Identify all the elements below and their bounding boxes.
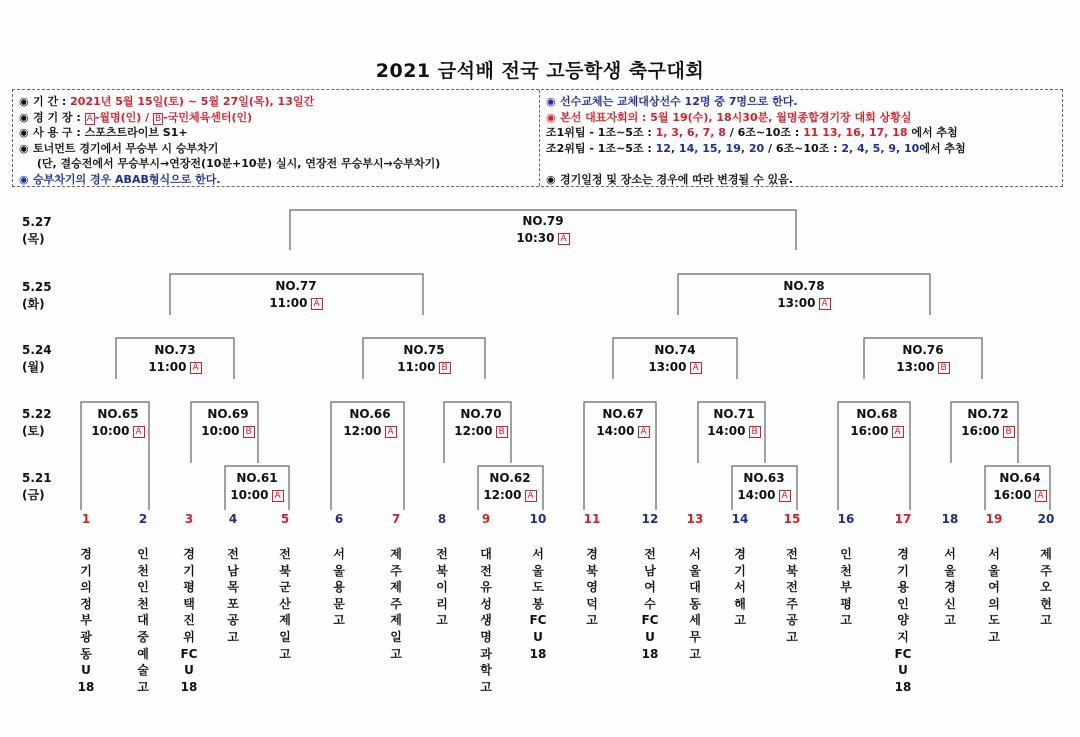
team-name: 서 울 대 동 세 무 고 (689, 547, 701, 661)
match-label (928, 406, 1048, 440)
venue-badge: B (1003, 426, 1015, 438)
match-number: NO.79 (522, 214, 564, 228)
date-label-round1: 5.21 (금) (22, 471, 52, 502)
match-number: NO.61 (236, 471, 278, 485)
team-name: 전 북 군 산 제 일 고 (279, 547, 291, 661)
team-number: 8 (437, 512, 447, 526)
team-name: 서 울 용 문 고 (333, 547, 345, 628)
team-name: 제 주 오 현 고 (1040, 547, 1052, 628)
match-label (310, 406, 430, 440)
team-name: 경 북 영 덕 고 (586, 547, 598, 628)
team-number: 3 (184, 512, 194, 526)
info-period: ◉ 기 간 : 2021년 5월 15일(토) ~ 5월 27일(목), 13일간 (19, 95, 315, 108)
venue-badge: A (690, 362, 702, 374)
match-number: NO.71 (713, 407, 755, 421)
team-name: 전 북 전 주 공 고 (786, 547, 798, 644)
venue-badge: A (190, 362, 202, 374)
match-time: 16:00 (961, 424, 1000, 438)
info-penalty: ◉ 승부차기의 경우 ABAB형식으로 한다. (19, 172, 221, 186)
venue-badge: A (558, 233, 570, 245)
date-label-semi: 5.25 (화) (22, 280, 52, 311)
team-name: 경 기 평 택 진 위 FC U 18 (180, 547, 198, 694)
match-number: NO.66 (349, 407, 391, 421)
match-label (563, 406, 683, 440)
match-number: NO.75 (403, 343, 445, 357)
team-number: 1 (81, 512, 91, 526)
match-time: 14:00 (737, 488, 776, 502)
venue-badge: A (525, 490, 537, 502)
venue-badge: A (819, 298, 831, 310)
match-number: NO.67 (602, 407, 644, 421)
team-number: 18 (941, 512, 959, 526)
team-name: 인 천 인 천 대 중 예 술 고 (137, 547, 149, 694)
team-name: 경 기 서 해 고 (734, 547, 746, 628)
date-label-final: 5.27 (목) (22, 215, 52, 246)
team-name: 전 남 여 수 FC U 18 (641, 547, 659, 661)
match-number: NO.64 (999, 471, 1041, 485)
match-number: NO.65 (97, 407, 139, 421)
match-time: 10:00 (91, 424, 130, 438)
venue-a-badge: A (86, 113, 93, 124)
team-number: 5 (280, 512, 290, 526)
team-number: 16 (837, 512, 855, 526)
match-label (450, 470, 570, 504)
info-substitution: ◉ 선수교체는 교체대상선수 12명 중 7명으로 한다. (546, 95, 798, 108)
match-number: NO.76 (902, 343, 944, 357)
info-notice: ◉ 경기일정 및 장소는 경우에 따라 변경될 수 있음. (546, 172, 793, 186)
match-label (704, 470, 824, 504)
venue-badge: A (385, 426, 397, 438)
team-name: 인 천 부 평 고 (840, 547, 852, 628)
team-number: 11 (583, 512, 601, 526)
team-name: 경 기 의 정 부 광 동 U 18 (77, 547, 95, 694)
match-time: 12:00 (343, 424, 382, 438)
team-number: 6 (334, 512, 344, 526)
venue-badge: B (749, 426, 761, 438)
info-final-rule: (단, 결승전에서 무승부시→연장전(10분+10분) 실시, 연장전 무승부시→승부차기) (33, 157, 441, 170)
match-number: NO.74 (654, 343, 696, 357)
venue-badge: A (311, 298, 323, 310)
team-number: 10 (529, 512, 547, 526)
match-label (674, 406, 794, 440)
match-label (817, 406, 937, 440)
match-number: NO.77 (275, 279, 317, 293)
match-time: 13:00 (648, 360, 687, 374)
team-number: 13 (686, 512, 704, 526)
team-name: 서 울 도 봉 FC U 18 (529, 547, 547, 661)
match-time: 10:00 (230, 488, 269, 502)
venue-badge: A (272, 490, 284, 502)
match-time: 16:00 (993, 488, 1032, 502)
match-time: 11:00 (148, 360, 187, 374)
match-label (421, 406, 541, 440)
match-number: NO.69 (207, 407, 249, 421)
venue-badge: B (243, 426, 255, 438)
match-time: 12:00 (483, 488, 522, 502)
info-venue: ◉ 경 기 장 : A -월명(인) / B -국민체육센터(인) (19, 110, 253, 124)
match-time: 14:00 (596, 424, 635, 438)
info-draw-2nd: 조2위팀 - 1조~5조 : 12, 14, 15, 19, 20 / 6조~10조 : 2, 4, 5, 9, 10에서 추첨 (546, 141, 966, 155)
match-number: NO.63 (743, 471, 785, 485)
match-number: NO.78 (783, 279, 825, 293)
team-name: 전 북 이 리 고 (436, 547, 448, 628)
team-name: 전 남 목 포 공 고 (227, 547, 239, 644)
match-time: 11:00 (269, 296, 308, 310)
venue-badge: B (496, 426, 508, 438)
venue-badge: A (133, 426, 145, 438)
info-meeting: ◉ 본선 대표자회의 : 5월 19(수), 18시30분, 월명종합경기장 대회 상황실 (546, 110, 912, 124)
match-time: 14:00 (707, 424, 746, 438)
venue-badge: B (439, 362, 451, 374)
team-number: 20 (1037, 512, 1055, 526)
match-time: 13:00 (896, 360, 935, 374)
team-number: 17 (894, 512, 912, 526)
team-number: 4 (228, 512, 238, 526)
info-ball: ◉ 사 용 구 : 스포츠트라이브 S1+ (19, 126, 188, 139)
venue-badge: A (638, 426, 650, 438)
match-label (168, 406, 288, 440)
match-number: NO.72 (967, 407, 1009, 421)
match-label (863, 342, 983, 376)
team-name: 서 울 여 의 도 고 (988, 547, 1000, 644)
team-name: 제 주 제 주 제 일 고 (390, 547, 402, 661)
venue-b-badge: B (154, 113, 162, 124)
venue-badge: A (779, 490, 791, 502)
match-time: 16:00 (850, 424, 889, 438)
match-number: NO.62 (489, 471, 531, 485)
match-label (960, 470, 1080, 504)
venue-badge: A (1035, 490, 1047, 502)
match-label (58, 406, 178, 440)
date-label-quarter: 5.24 (월) (22, 343, 52, 374)
match-time: 12:00 (454, 424, 493, 438)
match-label (364, 342, 484, 376)
team-number: 19 (985, 512, 1003, 526)
team-number: 9 (481, 512, 491, 526)
venue-badge: B (938, 362, 950, 374)
team-number: 12 (641, 512, 659, 526)
match-label (115, 342, 235, 376)
team-name: 대 전 유 성 생 명 과 학 고 (480, 547, 492, 694)
team-number: 15 (783, 512, 801, 526)
info-rule: ◉ 토너먼트 경기에서 무승부 시 승부차기 (19, 141, 219, 155)
page-title: 2021 금석배 전국 고등학생 축구대회 (375, 60, 705, 82)
team-name: 서 울 경 신 고 (944, 547, 956, 628)
match-time: 11:00 (397, 360, 436, 374)
match-number: NO.73 (154, 343, 196, 357)
match-time: 13:00 (777, 296, 816, 310)
match-number: NO.70 (460, 407, 502, 421)
team-number: 2 (138, 512, 148, 526)
venue-badge: A (892, 426, 904, 438)
info-draw-1st: 조1위팀 - 1조~5조 : 1, 3, 6, 7, 8 / 6조~10조 : 11 13, 16, 17, 18 에서 추첨 (546, 126, 958, 139)
match-label (483, 213, 603, 247)
team-number: 14 (731, 512, 749, 526)
match-number: NO.68 (856, 407, 898, 421)
match-label (744, 278, 864, 312)
match-label (236, 278, 356, 312)
team-number: 7 (391, 512, 401, 526)
match-label (615, 342, 735, 376)
match-time: 10:00 (201, 424, 240, 438)
match-label (197, 470, 317, 504)
match-time: 10:30 (516, 231, 555, 245)
date-label-round16: 5.22 (토) (22, 407, 52, 438)
team-name: 경 기 용 인 양 지 FC U 18 (894, 547, 912, 694)
